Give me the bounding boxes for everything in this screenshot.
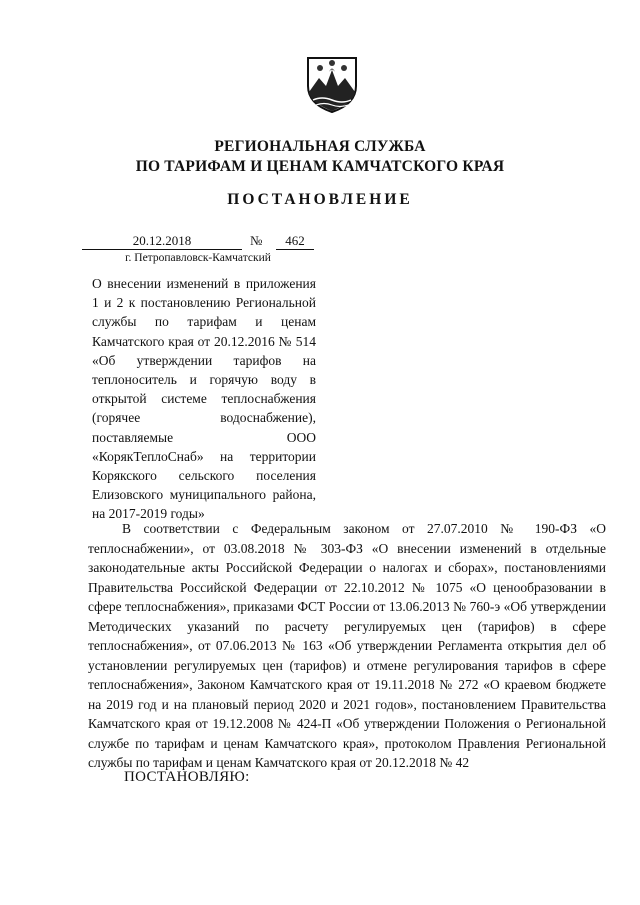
- document-subject: О внесении изменений в приложения 1 и 2 к постановлению Региональной службы по тарифам и ценам Камчатского края от 20.12.2016 № 514 «Об утверждении тарифов на теплоноситель и горячую воду в открытой системе теплоснабжения (горячее водоснабжение), поставляемые ООО «КорякТеплоСнаб» на территории Корякского сельского поселения Елизовского муниципального района, на 2017-2019 годы»: [92, 276, 316, 522]
- kamchatka-coat-of-arms-icon: [300, 52, 364, 116]
- number-label: №: [250, 233, 263, 248]
- preamble-paragraph: В соответствии с Федеральным законом от 27.07.2010 № 190-ФЗ «О теплоснабжении», от 03.08.2018 № 303-ФЗ «О внесении изменений в отдельные законодательные акты Российской Федерации о налогах и сборах», постановлениями Правительства Российской Федерации от 22.10.2012 № 1075 «О ценообразовании в сфере теплоснабжения», приказами ФСТ России от 13.06.2013 № 760-э «Об утверждении Методических указаний по расчету регулируемых цен (тарифов) в сфере теплоснабжения», от 07.06.2013 № 163 «Об утверждении Регламента открытия дел об установлении регулируемых цен (тарифов) и отмене регулирования тарифов в сфере теплоснабжения», Законом Камчатского края от 19.11.2018 № 272 «О краевом бюджете на 2019 год и на плановый период 2020 и 2021 годов», постановлением Правительства Камчатского края от 19.12.2008 № 424-П «Об утверждении Положения о Региональной службе по тарифам и ценам Камчатского края», протоколом Правления Региональной службы по тарифам и ценам Камчатского края от 20.12.2018 № 42: [88, 521, 606, 770]
- organization-title-line2: ПО ТАРИФАМ И ЦЕНАМ КАМЧАТСКОГО КРАЯ: [135, 158, 505, 175]
- resolve-heading: ПОСТАНОВЛЯЮ:: [124, 769, 250, 785]
- document-city: г. Петропавловск-Камчатский: [125, 252, 271, 264]
- document-number: 462: [276, 233, 314, 250]
- document-date: 20.12.2018: [82, 233, 242, 250]
- document-type-heading: ПОСТАНОВЛЕНИЕ: [227, 191, 413, 208]
- organization-title-line1: РЕГИОНАЛЬНАЯ СЛУЖБА: [214, 138, 426, 155]
